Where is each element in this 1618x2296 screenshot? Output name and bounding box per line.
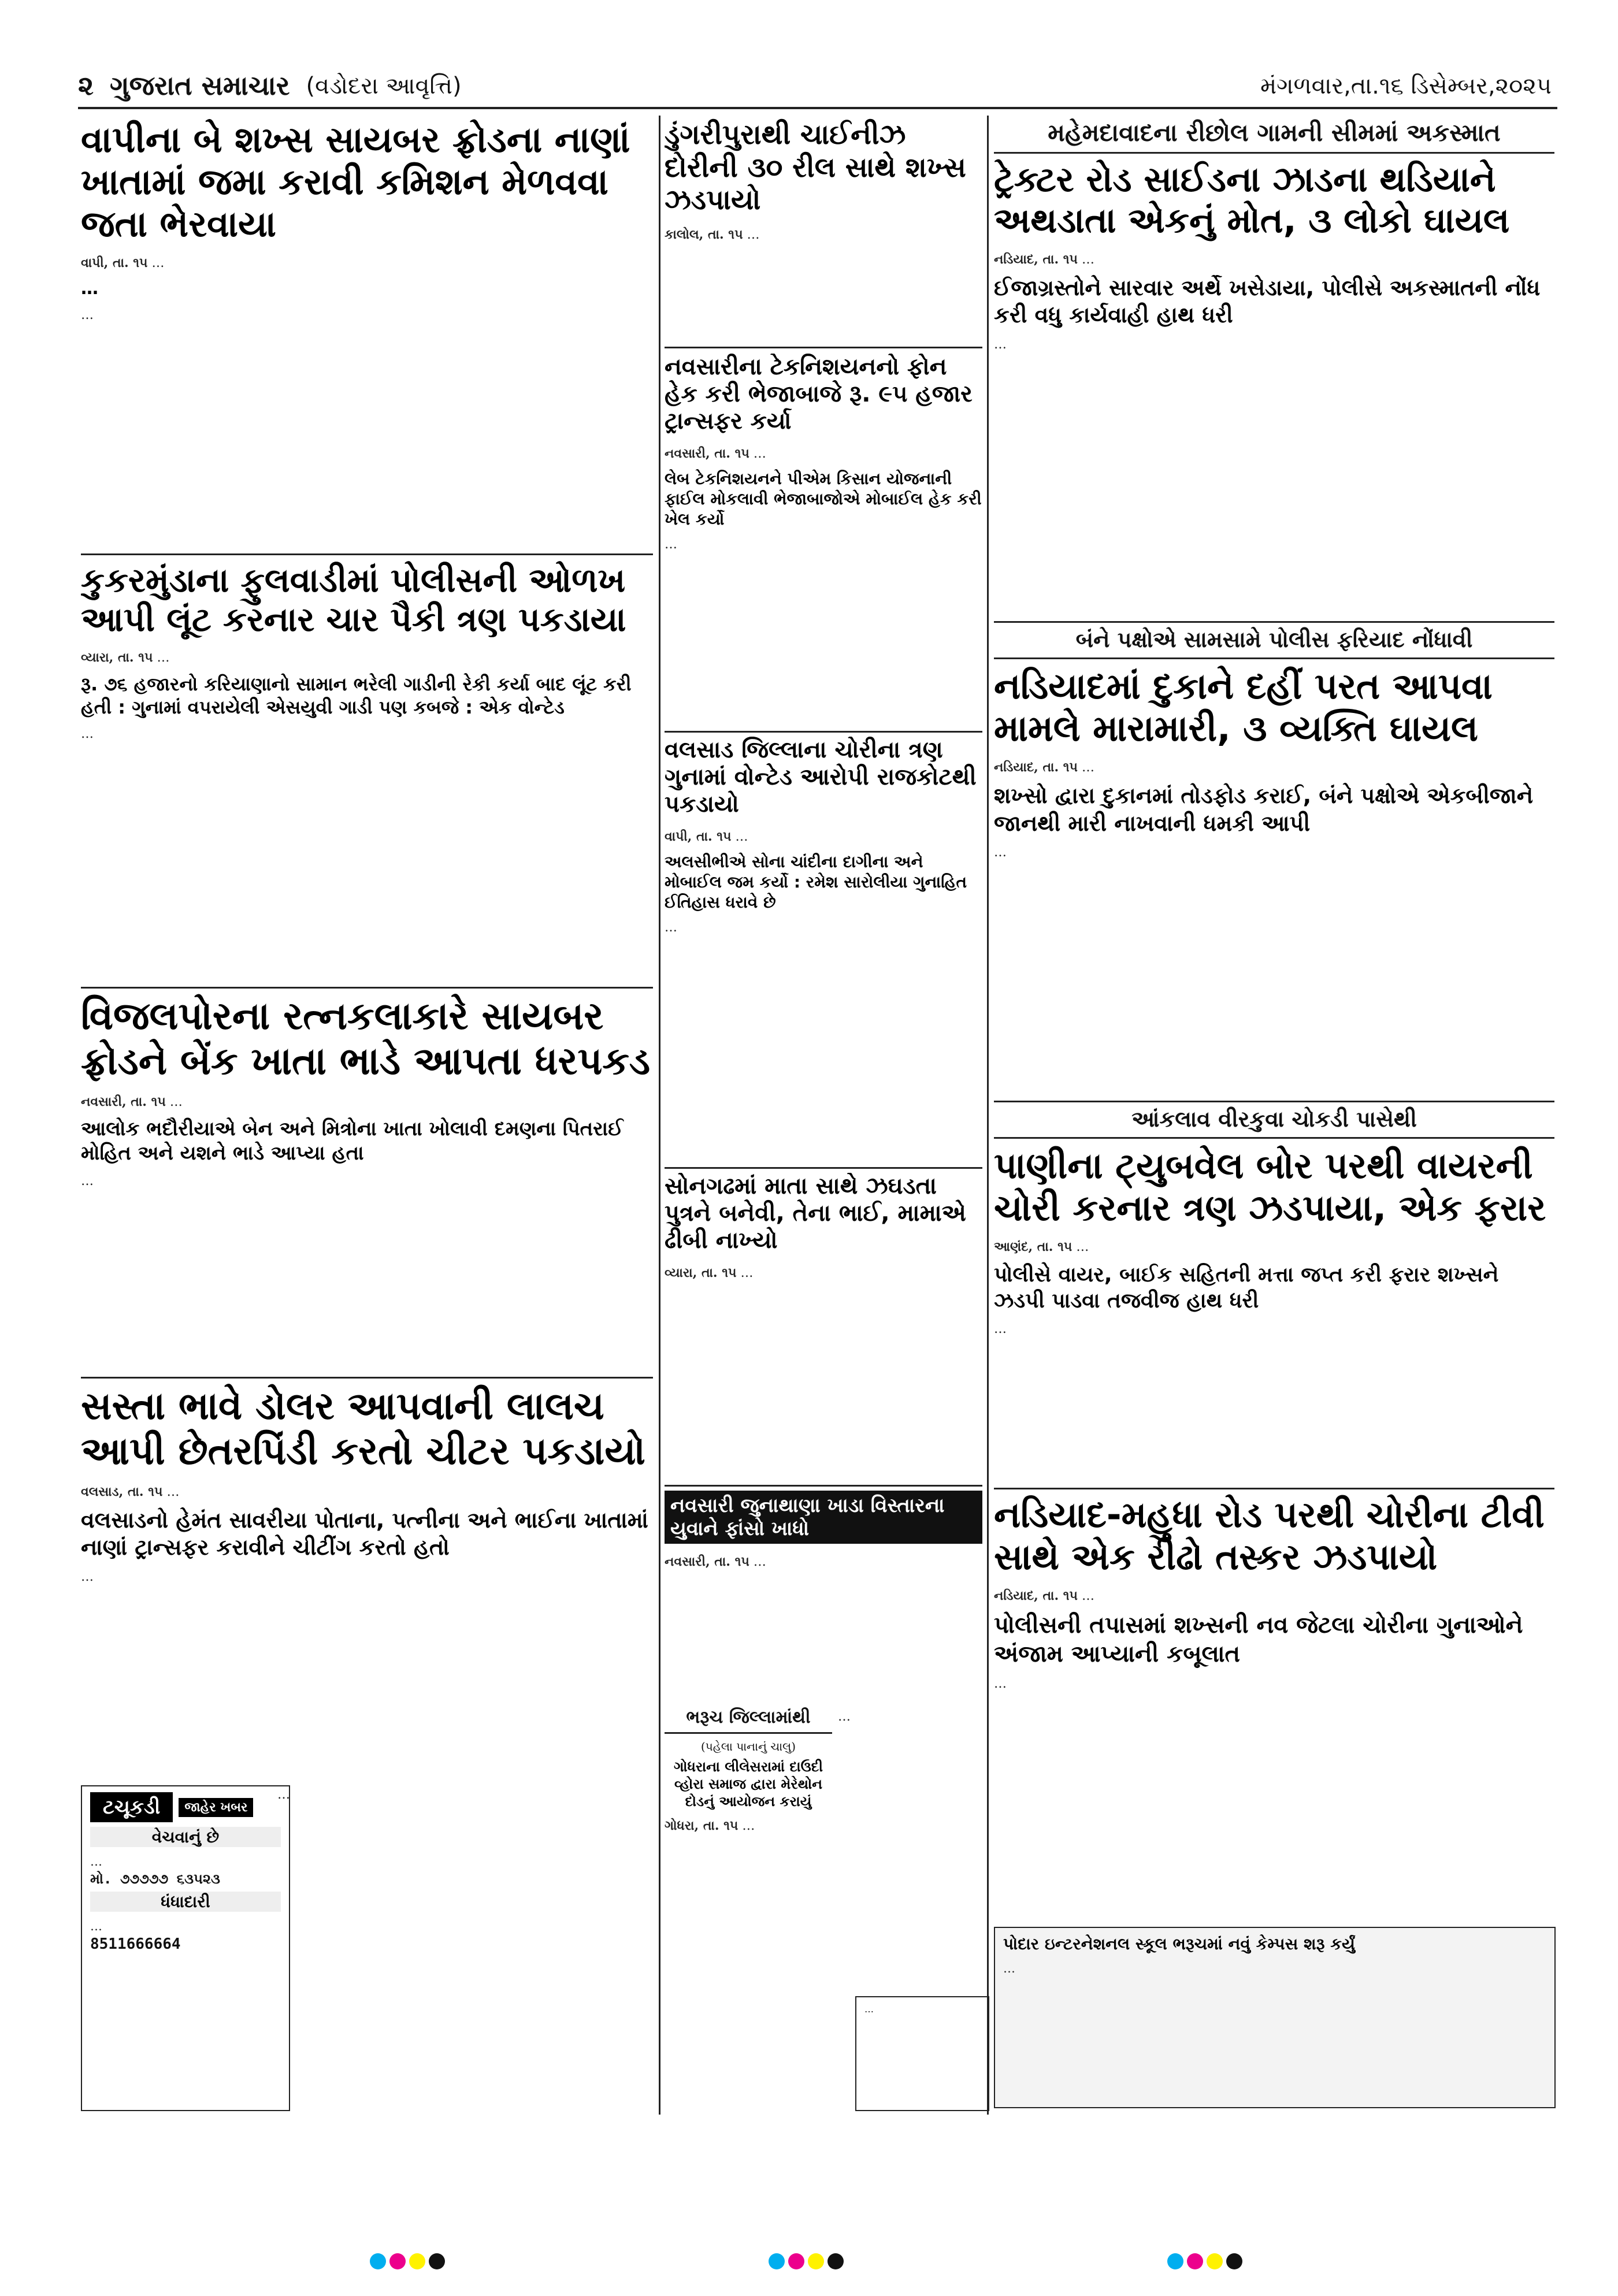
section-rule [994, 621, 1554, 623]
body-text: … [742, 1819, 755, 1833]
column-divider [659, 116, 660, 2115]
headline: વાપીના બે શખ્સ સાયબર ફ્રોડના નાણાં ખાતામાં જમા કરાવી કમિશન મેળવવા જતા ભેરવાયા [81, 118, 630, 246]
article-vijalpor-bank-accounts [81, 994, 653, 1372]
dateline: નવસારી, તા. ૧૫ [81, 1094, 166, 1109]
kicker: આંકલાવ વીરકુવા ચોકડી પાસેથી [994, 1106, 1554, 1139]
section-rule [665, 347, 982, 348]
body-text: … [994, 1322, 1007, 1337]
body-text: … [665, 537, 677, 552]
article-body [994, 250, 1554, 270]
section-rule [665, 1167, 982, 1169]
article-vapi-cyber-fraud [81, 118, 653, 549]
body-text: … [994, 1677, 1007, 1692]
article-songadh-assault [665, 1173, 982, 1482]
yellow-dot-icon [808, 2253, 824, 2269]
article-body [665, 918, 982, 938]
article-anklav-wire-theft [994, 1106, 1554, 1485]
article-body [665, 1816, 832, 1836]
cyan-dot-icon [769, 2253, 785, 2269]
page-number: ૨ [78, 70, 94, 101]
article-nadiad-curd-fight [994, 627, 1554, 1098]
edition-label: (વડોદરા આવૃત્તિ) [306, 73, 462, 99]
article-body [81, 1092, 653, 1112]
article-body [81, 1567, 653, 1587]
article-body [994, 335, 1554, 355]
article-nadiad-mahudha-tv-thief [994, 1493, 1554, 1921]
body-text: … [1076, 1240, 1089, 1255]
article-body [665, 535, 982, 555]
dateline: નવસારી, તા. ૧૫ [665, 1554, 749, 1570]
article-bharuch-kicker-and-marathon [665, 1707, 832, 2097]
business-heading: ધંધાદારી [90, 1892, 281, 1912]
subheadline: રૂ. ૭૬ હજારનો કરિયાણાનો સામાન ભરેલી ગાડીની રેકી કર્યા બાદ લૂંટ કરી હતી : ગુનામાં વપરાયેલી એસયુવી ગાડી પણ કબજે : એક વોન્ટેડ [81, 673, 632, 718]
headline: ટ્રેક્ટર રોડ સાઈડના ઝાડના થડિયાને અથડાતા એકનું મોત, ૩ લોકો ઘાયલ [994, 159, 1510, 241]
dateline: વાપી, તા. ૧૫ [81, 255, 148, 271]
article-body [994, 1586, 1554, 1606]
section-rule [665, 1485, 982, 1487]
article-body [665, 444, 982, 464]
headline: કુકરમુંડાના ફુલવાડીમાં પોલીસની ઓળખ આપી લૂંટ કરનાર ચાર પૈકી ત્રણ પકડાયા [81, 560, 626, 640]
subheadline: વલસાડનો હેમંત સાવરીયા પોતાના, પત્નીના અને ભાઈના ખાતામાં નાણાં ટ્રાન્સફર કરાવીને ચીટીંગ કરતો હતો [81, 1507, 648, 1561]
body-text: … [169, 1094, 183, 1109]
subheadline: પોલીસની તપાસમાં શખ્સની નવ જેટલા ચોરીના ગુનાઓને અંજામ આપ્યાની કબૂલાત [994, 1612, 1523, 1668]
article-body [994, 843, 1554, 863]
headline: વલસાડ જિલ્લાના ચોરીના ત્રણ ગુનામાં વોન્ટેડ આરોપી રાજકોટથી પકડાયો [665, 737, 977, 818]
classifieds-header [90, 1792, 281, 1822]
subheadline: પોલીસે વાયર, બાઈક સહિતની મત્તા જપ્ત કરી ફરાર શખ્સને ઝડપી પાડવા તજવીજ હાથ ધરી [994, 1263, 1499, 1313]
article-body [665, 225, 982, 245]
registration-marks-center [769, 2253, 844, 2269]
body-text: … [1082, 760, 1094, 775]
article-valsad-dollar-cheater [81, 1384, 653, 1782]
article-body [994, 757, 1554, 778]
subheadline: ઈજાગ્રસ્તોને સારવાર અર્થે ખસેડાયા, પોલીસે અકસ્માતની નોંધ કરી વધુ કાર્યવાહી હાથ ધરી [994, 274, 1541, 328]
kicker: ભરૂચ જિલ્લામાંથી [665, 1707, 832, 1734]
headline: નડિયાદ-મહુધા રોડ પરથી ચોરીના ટીવી સાથે એક રીઢો તસ્કર ઝડપાયો [994, 1493, 1545, 1578]
sale-heading: વેચવાનું છે [90, 1827, 281, 1847]
article-bharuch-continued [277, 1785, 659, 1993]
body-text: … [81, 726, 94, 741]
kicker: મહેમદાવાદના રીછોલ ગામની સીમમાં અકસ્માત [994, 118, 1554, 154]
body-text: … [753, 446, 766, 461]
dateline: વલસાડ, તા. ૧૫ [81, 1484, 163, 1499]
article-dungaripura-china-string [665, 118, 982, 344]
kicker-note: (પહેલા પાનાનું ચાલુ) [700, 1740, 796, 1753]
body-text: … [81, 307, 94, 322]
dateline: વ્યારા, તા. ૧૫ [81, 649, 153, 665]
dateline: નડિયાદ, તા. ૧૫ [994, 1588, 1078, 1604]
subheadline: લેબ ટેકનિશયનને પીએમ કિસાન યોજનાની ફાઈલ મોકલાવી ભેજાબાજોએ મોબાઈલ હેક કરી ખેલ કર્યો [665, 469, 982, 529]
headline: વિજલપોરના રત્નકલાકારે સાયબર ફ્રોડને બેંક ખાતા ભાડે આપતા ધરપકડ [81, 994, 651, 1083]
body-text: … [81, 1569, 94, 1584]
business-phone: 8511666664 [90, 1935, 181, 1953]
article-body [665, 1263, 982, 1283]
body-text: … [994, 845, 1007, 860]
article-body [81, 253, 653, 325]
body-text: … [81, 1173, 94, 1188]
article-mahemdavad-tractor-accident [994, 118, 1554, 618]
headline: સસ્તા ભાવે ડોલર આપવાની લાલચ આપી છેતરપિંડી કરતો ચીટર પકડાયો [81, 1384, 645, 1473]
paper-name: ગુજરાત સમાચાર [110, 70, 290, 101]
section-rule [81, 1377, 653, 1379]
dateline: નવસારી, તા. ૧૫ [665, 445, 749, 461]
article-body [1003, 1960, 1546, 1977]
article-navsari-suicide [665, 1491, 982, 1701]
section-rule [665, 731, 982, 733]
sale-phone: મો. ૭૭૭૭૭ ૬૩૫૨૩ [90, 1871, 220, 1887]
disclaimer-text: … [864, 2004, 874, 2015]
subheadline: આલોક ભદૌરીયાએ બેન અને મિત્રોના ખાતા ખોલાવી દમણના પિતરાઈ મોહિત અને યશને ભાડે આપ્યા હતા [81, 1117, 624, 1165]
yellow-dot-icon [1207, 2253, 1223, 2269]
page-header [78, 68, 1552, 104]
article-body [994, 1674, 1554, 1694]
business-text: … [90, 1919, 102, 1933]
article-kukarmunda-robbery [81, 560, 653, 982]
headline: નવસારી જુનાથાણા ખાડા વિસ્તારના યુવાને ફાંસો ખાધો [665, 1491, 982, 1544]
article-body [81, 648, 653, 668]
sale-text: … [90, 1855, 102, 1868]
classifieds-box [81, 1785, 290, 2111]
headline: નવસારીના ટેકનિશયનનો ફોન હેક કરી ભેજાબાજે રૂ. ૯૫ હજાર ટ્રાન્સફર કર્યા [665, 354, 973, 435]
body-text: … [747, 227, 760, 242]
body-text: … [740, 1265, 754, 1280]
article-body [665, 827, 982, 847]
magenta-dot-icon [788, 2253, 804, 2269]
black-dot-icon [827, 2253, 844, 2269]
article-podar-school [994, 1927, 1556, 2108]
body-text: … [753, 1555, 766, 1570]
headline: પાણીના ટ્યુબવેલ બોર પરથી વાયરની ચોરી કરનાર ત્રણ ઝડપાયા, એક ફરાર [994, 1145, 1546, 1229]
body-text: … [151, 256, 165, 271]
headline: પોદાર ઇન્ટરનેશનલ સ્કૂલ ભરૂચમાં નવું કેમ્પસ શરૂ કર્યું [1003, 1934, 1355, 1953]
body-text: … [994, 337, 1007, 352]
body-text: … [157, 650, 170, 665]
yellow-dot-icon [409, 2253, 425, 2269]
registration-marks-left [370, 2253, 445, 2269]
section-rule [994, 1101, 1554, 1102]
article-body [665, 1552, 982, 1572]
article-body [838, 1707, 982, 1727]
section-rule [994, 1488, 1554, 1489]
header-rule [78, 107, 1557, 109]
dateline: નડિયાદ, તા. ૧૫ [994, 760, 1078, 775]
classifieds-tag2: જાહેર ખબર [179, 1798, 253, 1817]
body-text: … [1082, 1589, 1094, 1604]
kicker: બંને પક્ષોએ સામસામે પોલીસ ફરિયાદ નોંધાવી [994, 627, 1554, 659]
headline: સોનગઢમાં માતા સાથે ઝઘડતા પુત્રને બનેવી, તેના ભાઈ, મામાએ ઢીબી નાખ્યો [665, 1173, 966, 1254]
body-text: … [838, 1710, 851, 1724]
black-dot-icon [1226, 2253, 1242, 2269]
magenta-dot-icon [1187, 2253, 1203, 2269]
dateline: કાલોલ, તા. ૧૫ [665, 226, 743, 242]
article-continued-column [838, 1707, 982, 1993]
subheadline: … [81, 278, 98, 299]
headline: નડિયાદમાં દુકાને દહીં પરત આપવા મામલે મારામારી, ૩ વ્યક્તિ ઘાયલ [994, 665, 1493, 750]
cyan-dot-icon [1167, 2253, 1183, 2269]
body-text: … [277, 1788, 290, 1802]
body-text: … [1003, 1961, 1015, 1975]
article-navsari-phone-hack [665, 354, 982, 728]
article-body [994, 1237, 1554, 1257]
body-text: … [166, 1484, 180, 1499]
section-rule [81, 553, 653, 555]
headline: ડુંગરીપુરાથી ચાઈનીઝ દોરીની ૩૦ રીલ સાથે શખ્સ ઝડપાયો [665, 118, 966, 217]
article-body [81, 725, 653, 744]
column-divider [987, 116, 989, 2115]
subheadline: અલસીભીએ સોના ચાંદીના દાગીના અને મોબાઈલ જમ કર્યો : રમેશ સારોલીયા ગુનાહિત ઈતિહાસ ધરાવે છે [665, 852, 967, 912]
disclaimer-box [855, 1996, 989, 2111]
article-body [277, 1785, 659, 1993]
registration-marks-right [1167, 2253, 1242, 2269]
subheadline: ગોધરાના લીલેસરામાં દાઉદી વ્હોરા સમાજ દ્વારા મેરેથોન દોડનું આયોજન કરાયું [673, 1759, 823, 1810]
body-text: … [665, 920, 677, 935]
article-body [81, 1172, 653, 1191]
dateline: ગોધરા, તા. ૧૫ [665, 1818, 739, 1833]
body-text: … [735, 829, 748, 844]
header-left [78, 70, 462, 102]
section-rule [81, 987, 653, 989]
classifieds-tag: ટચૂકડી [90, 1792, 173, 1822]
subheadline: શખ્સો દ્વારા દુકાનમાં તોડફોડ કરાઈ, બંને પક્ષોએ એકબીજાને જાનથી મારી નાખવાની ધમકી આપી [994, 783, 1534, 836]
article-body [994, 1320, 1554, 1339]
dateline: વ્યારા, તા. ૧૫ [665, 1265, 737, 1280]
black-dot-icon [429, 2253, 445, 2269]
article-valsad-wanted-accused [665, 737, 982, 1164]
header-date: મંગળવાર,તા.૧૬ ડિસેમ્બર,૨૦૨૫ [1260, 73, 1552, 99]
dateline: આણંદ, તા. ૧૫ [994, 1239, 1073, 1255]
dateline: નડિયાદ, તા. ૧૫ [994, 251, 1078, 267]
body-text: … [1082, 252, 1094, 267]
dateline: વાપી, તા. ૧૫ [665, 829, 732, 844]
cyan-dot-icon [370, 2253, 386, 2269]
magenta-dot-icon [389, 2253, 406, 2269]
article-body [81, 1482, 653, 1502]
